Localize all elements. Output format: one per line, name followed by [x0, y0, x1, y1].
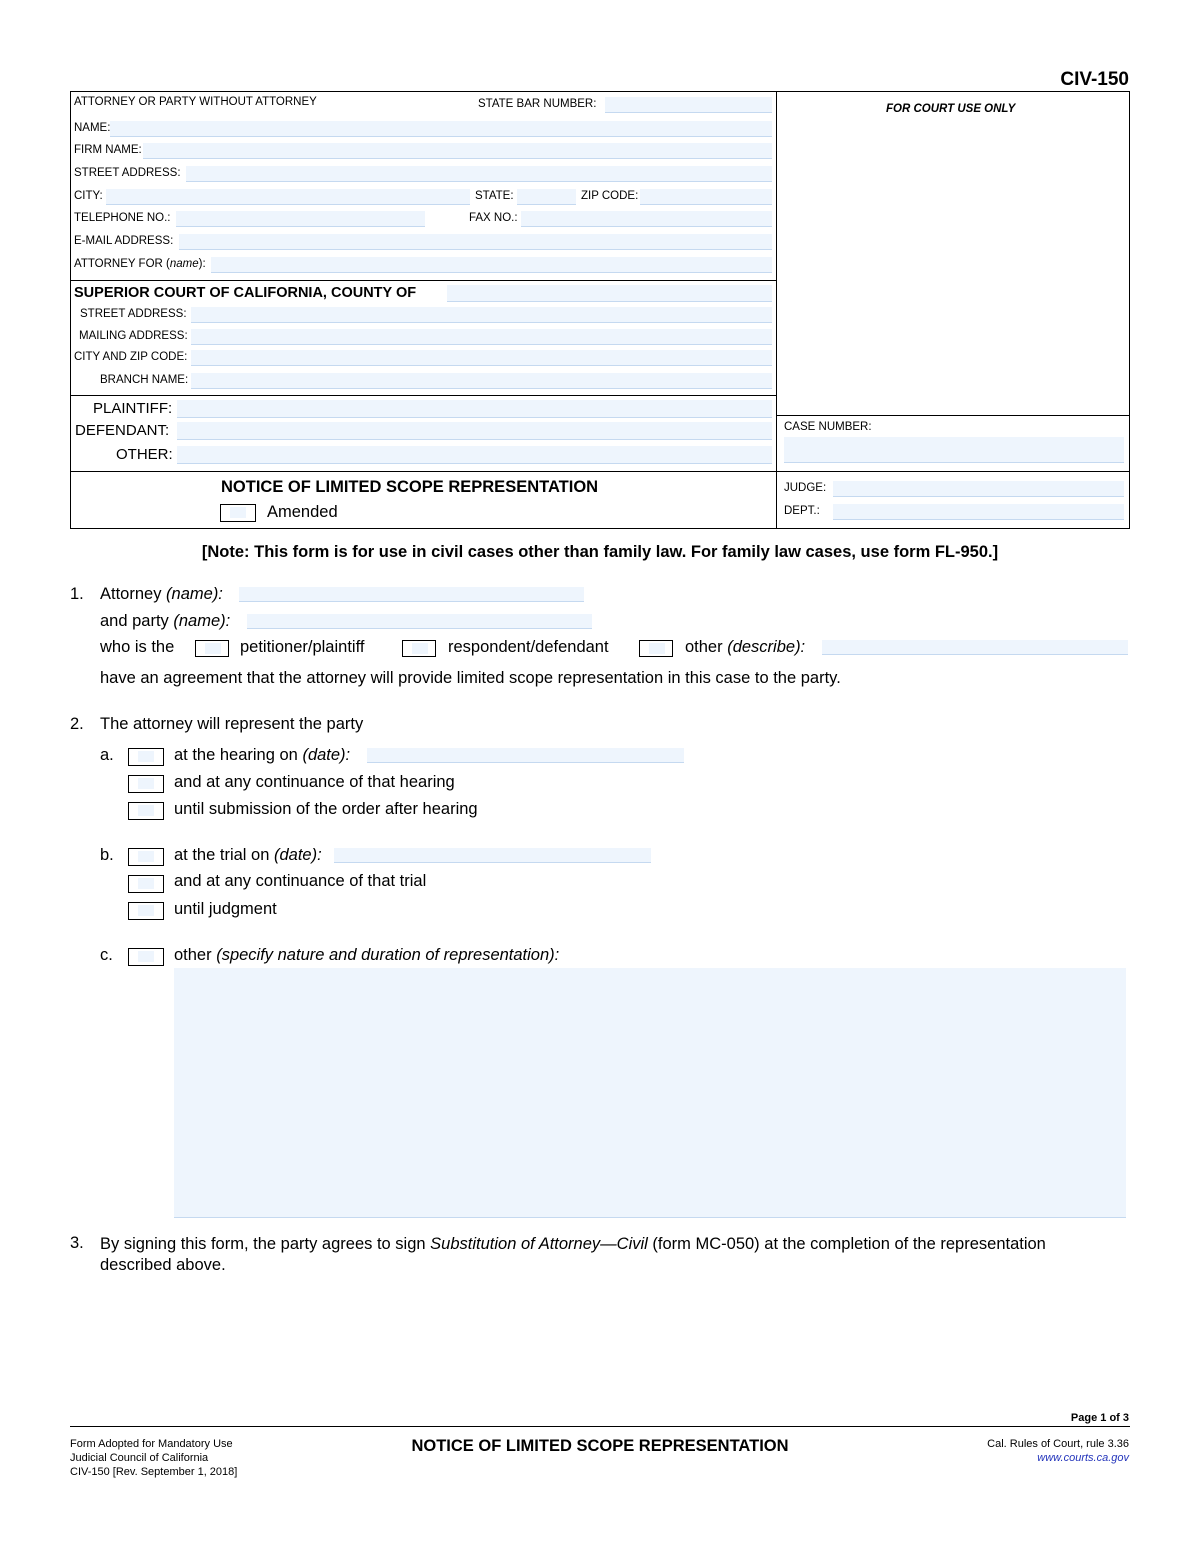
branch-label: BRANCH NAME:	[100, 374, 189, 386]
item3-number: 3.	[70, 1234, 84, 1252]
dept-field[interactable]	[833, 504, 1124, 520]
item2a-label: a.	[100, 746, 114, 764]
petitioner-label: petitioner/plaintiff	[240, 638, 365, 656]
attorney-for-field[interactable]	[211, 257, 772, 273]
hearing-continuance-checkbox[interactable]	[128, 775, 164, 793]
other-representation-label: other (specify nature and duration of representation):	[174, 946, 560, 964]
fax-label: FAX NO.:	[469, 212, 518, 224]
mailing-field[interactable]	[191, 329, 772, 345]
respondent-label: respondent/defendant	[448, 638, 609, 656]
mailing-label: MAILING ADDRESS:	[79, 330, 188, 342]
email-label: E-MAIL ADDRESS:	[74, 235, 174, 247]
branch-field[interactable]	[191, 373, 772, 389]
city-label: CITY:	[74, 190, 103, 202]
state-bar-label: STATE BAR NUMBER:	[478, 98, 597, 110]
court-street-label: STREET ADDRESS:	[80, 308, 187, 320]
court-use-label: FOR COURT USE ONLY	[886, 103, 1016, 115]
footer-right	[987, 1437, 1129, 1465]
county-field[interactable]	[447, 285, 772, 302]
caption-border-left	[70, 91, 71, 528]
judgment-checkbox[interactable]	[128, 902, 164, 920]
footer-rule	[70, 1426, 1130, 1427]
petitioner-checkbox[interactable]	[195, 640, 229, 657]
footer-adopted: Form Adopted for Mandatory Use	[70, 1438, 233, 1450]
court-header: SUPERIOR COURT OF CALIFORNIA, COUNTY OF	[74, 285, 417, 301]
street-field[interactable]	[186, 166, 772, 182]
defendant-field[interactable]	[177, 422, 772, 440]
item2c-label: c.	[100, 946, 113, 964]
phone-label: TELEPHONE NO.:	[74, 212, 171, 224]
other-party-field[interactable]	[177, 446, 772, 464]
fax-field[interactable]	[521, 211, 772, 227]
order-submission-label: until submission of the order after hearing	[174, 800, 478, 818]
item2-number: 2.	[70, 715, 84, 733]
attorney-name-field[interactable]	[239, 587, 584, 602]
email-field[interactable]	[179, 234, 772, 250]
item1-party-label: and party (name):	[100, 612, 231, 630]
judge-field[interactable]	[833, 481, 1124, 497]
firm-field[interactable]	[143, 143, 772, 159]
item2-intro: The attorney will represent the party	[100, 715, 364, 733]
name-field[interactable]	[110, 121, 772, 137]
footer-council: Judicial Council of California	[70, 1452, 209, 1464]
family-law-note: [Note: This form is for use in civil cases other than family law. For family law cases, use form FL-950.]	[201, 543, 999, 561]
agreement-text: have an agreement that the attorney will provide limited scope representation in this case to the party.	[100, 669, 841, 687]
city-zip-label: CITY AND ZIP CODE:	[74, 351, 188, 363]
attorney-for-label: ATTORNEY FOR (name):	[74, 258, 206, 270]
judgment-label: until judgment	[174, 900, 277, 918]
caption-divider	[776, 91, 777, 528]
state-bar-field[interactable]	[605, 97, 772, 113]
caption-border-top	[70, 91, 1130, 92]
city-field[interactable]	[106, 189, 470, 205]
trial-checkbox[interactable]	[128, 848, 164, 866]
hearing-label: at the hearing on (date):	[174, 746, 351, 764]
trial-date-field[interactable]	[334, 848, 651, 863]
judge-label: JUDGE:	[784, 482, 827, 494]
title-divider	[70, 471, 1130, 472]
plaintiff-label: PLAINTIFF:	[93, 400, 173, 417]
other-label: OTHER:	[116, 446, 173, 463]
form-title: NOTICE OF LIMITED SCOPE REPRESENTATION	[221, 478, 599, 496]
respondent-checkbox[interactable]	[402, 640, 436, 657]
dept-label: DEPT.:	[784, 505, 820, 517]
trial-label: at the trial on (date):	[174, 846, 322, 864]
state-field[interactable]	[517, 189, 576, 205]
name-label: NAME:	[74, 122, 111, 134]
item1-number: 1.	[70, 585, 84, 603]
zip-field[interactable]	[640, 189, 772, 205]
page-number: Page 1 of 3	[1070, 1412, 1129, 1424]
case-number-field[interactable]	[784, 437, 1124, 463]
firm-label: FIRM NAME:	[74, 144, 142, 156]
court-street-field[interactable]	[191, 307, 772, 323]
zip-label: ZIP CODE:	[581, 190, 639, 202]
defendant-label: DEFENDANT:	[75, 422, 170, 439]
order-submission-checkbox[interactable]	[128, 802, 164, 820]
trial-continuance-label: and at any continuance of that trial	[174, 872, 427, 890]
attorney-header: ATTORNEY OR PARTY WITHOUT ATTORNEY	[74, 96, 317, 108]
state-label: STATE:	[475, 190, 514, 202]
rules-citation: Cal. Rules of Court, rule 3.36	[987, 1438, 1129, 1450]
other-role-checkbox[interactable]	[639, 640, 673, 657]
caption-border-right	[1129, 91, 1130, 528]
caption-border-bottom	[70, 528, 1130, 529]
attorney-court-divider	[70, 280, 776, 281]
city-zip-field[interactable]	[191, 350, 772, 366]
footer-title: NOTICE OF LIMITED SCOPE REPRESENTATION	[411, 1437, 789, 1455]
amended-checkbox[interactable]	[220, 504, 256, 522]
other-representation-checkbox[interactable]	[128, 948, 164, 966]
other-role-label: other (describe):	[685, 638, 806, 656]
other-role-field[interactable]	[822, 640, 1128, 655]
item1-attorney-label: Attorney (name):	[100, 585, 223, 603]
form-id: CIV-150	[1060, 69, 1129, 90]
case-number-label: CASE NUMBER:	[784, 421, 872, 433]
hearing-checkbox[interactable]	[128, 748, 164, 766]
representation-details-field[interactable]	[174, 968, 1126, 1218]
phone-field[interactable]	[176, 211, 425, 227]
hearing-continuance-label: and at any continuance of that hearing	[174, 773, 455, 791]
hearing-date-field[interactable]	[367, 748, 684, 763]
item3-text: By signing this form, the party agrees to sign Substitution of Attorney—Civil (form MC-050) at the completion of the representation described above.	[100, 1235, 1046, 1274]
court-use-divider	[776, 415, 1130, 416]
who-is-label: who is the	[100, 638, 175, 656]
footer-revision: CIV-150 [Rev. September 1, 2018]	[70, 1466, 238, 1478]
plaintiff-field[interactable]	[177, 400, 772, 418]
courts-link[interactable]: www.courts.ca.gov	[1037, 1452, 1129, 1464]
street-label: STREET ADDRESS:	[74, 167, 181, 179]
amended-label: Amended	[267, 503, 338, 521]
court-parties-divider	[70, 395, 776, 396]
party-name-field[interactable]	[247, 614, 592, 629]
item2b-label: b.	[100, 846, 114, 864]
trial-continuance-checkbox[interactable]	[128, 875, 164, 893]
